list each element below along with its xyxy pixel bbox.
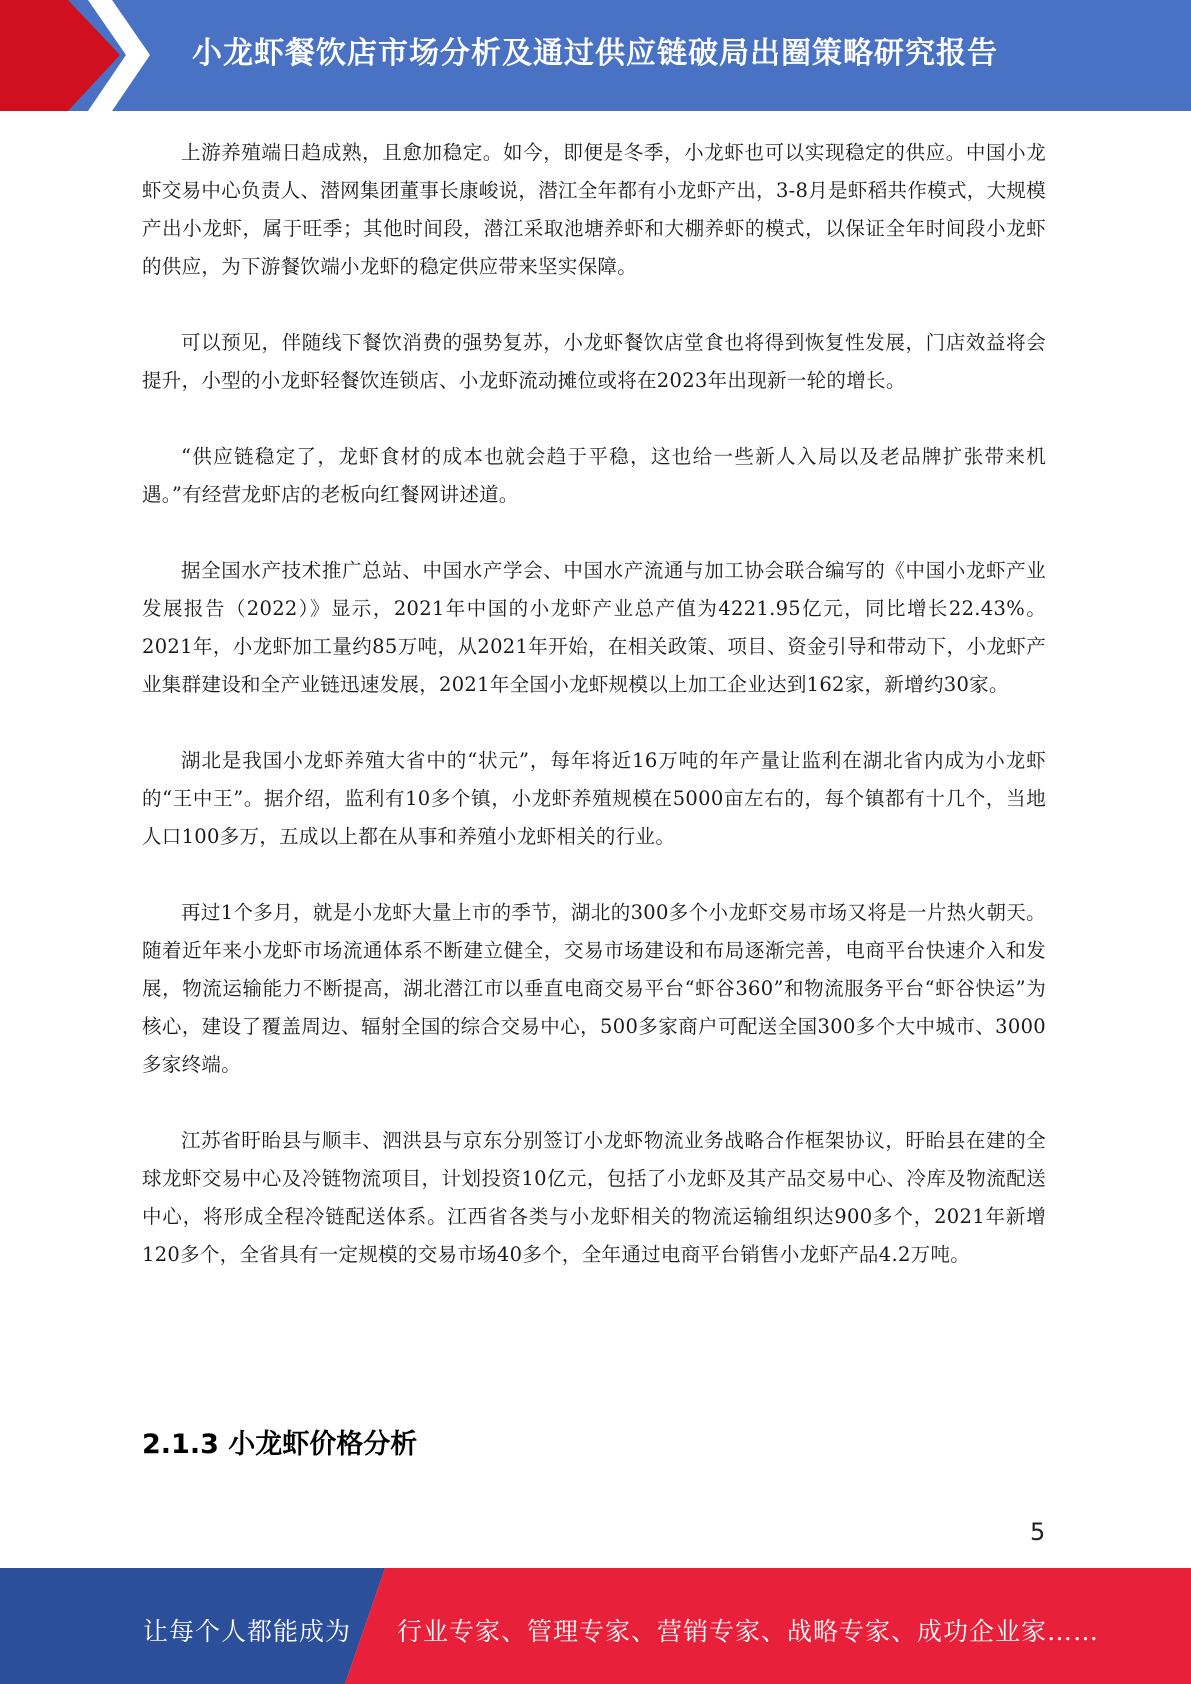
page-number: 5 (1030, 1518, 1046, 1546)
footer-slogan-left: 让每个人都能成为 (143, 1617, 352, 1646)
body-text (142, 134, 1046, 1312)
paragraph: 再过1个多月，就是小龙虾大量上市的季节，湖北的300多个小龙虾交易市场又将是一片热火朝天。随着近年来小龙虾市场流通体系不断建立健全，交易市场建设和布局逐渐完善，电商平台快速介入和发展，物流运输能力不断提高，湖北潜江市以垂直电商交易平台“虾谷360”和物流服务平台“虾谷快运”为核心，建设了覆盖周边、辐射全国的综合交易中心，500多家商户可配送全国300多个大中城市、3000多家终端。 (142, 901, 1046, 1076)
paragraph: “供应链稳定了，龙虾食材的成本也就会趋于平稳，这也给一些新人入局以及老品牌扩张带来机遇。”有经营龙虾店的老板向红餐网讲述道。 (142, 445, 1046, 506)
paragraph: 上游养殖端日趋成熟，且愈加稳定。如今，即便是冬季，小龙虾也可以实现稳定的供应。中国小龙虾交易中心负责人、潜网集团董事长康峻说，潜江全年都有小龙虾产出，3-8月是虾稻共作模式，大规模产出小龙虾，属于旺季；其他时间段，潜江采取池塘养虾和大棚养虾的模式，以保证全年时间段小龙虾的供应，为下游餐饮端小龙虾的稳定供应带来坚实保障。 (142, 141, 1046, 278)
report-title: 小龙虾餐饮店市场分析及通过供应链破局出圈策略研究报告 (192, 36, 998, 71)
footer-slogan-right: 行业专家、管理专家、营销专家、战略专家、成功企业家…… (397, 1617, 1100, 1646)
page-footer (0, 1568, 1191, 1684)
paragraph: 据全国水产技术推广总站、中国水产学会、中国水产流通与加工协会联合编写的《中国小龙虾产业发展报告（2022）》显示，2021年中国的小龙虾产业总产值为4221.95亿元，同比增长22.43%。2021年，小龙虾加工量约85万吨，从2021年开始，在相关政策、项目、资金引导和带动下，小龙虾产业集群建设和全产业链迅速发展，2021年全国小龙虾规模以上加工企业达到162家，新增约30家。 (142, 559, 1046, 696)
page-header (0, 0, 1191, 111)
paragraph: 江苏省盱眙县与顺丰、泗洪县与京东分别签订小龙虾物流业务战略合作框架协议，盱眙县在建的全球龙虾交易中心及冷链物流项目，计划投资10亿元，包括了小龙虾及其产品交易中心、冷库及物流配送中心，将形成全程冷链配送体系。江西省各类与小龙虾相关的物流运输组织达900多个，2021年新增120多个，全省具有一定规模的交易市场40多个，全年通过电商平台销售小龙虾产品4.2万吨。 (142, 1129, 1046, 1266)
paragraph: 湖北是我国小龙虾养殖大省中的“状元”，每年将近16万吨的年产量让监利在湖北省内成为小龙虾的“王中王”。据介绍，监利有10多个镇，小龙虾养殖规模在5000亩左右的，每个镇都有十几个，当地人口100多万，五成以上都在从事和养殖小龙虾相关的行业。 (142, 749, 1046, 848)
paragraph: 可以预见，伴随线下餐饮消费的强势复苏，小龙虾餐饮店堂食也将得到恢复性发展，门店效益将会提升，小型的小龙虾轻餐饮连锁店、小龙虾流动摊位或将在2023年出现新一轮的增长。 (142, 331, 1046, 392)
section-heading: 2.1.3 小龙虾价格分析 (142, 1429, 418, 1460)
